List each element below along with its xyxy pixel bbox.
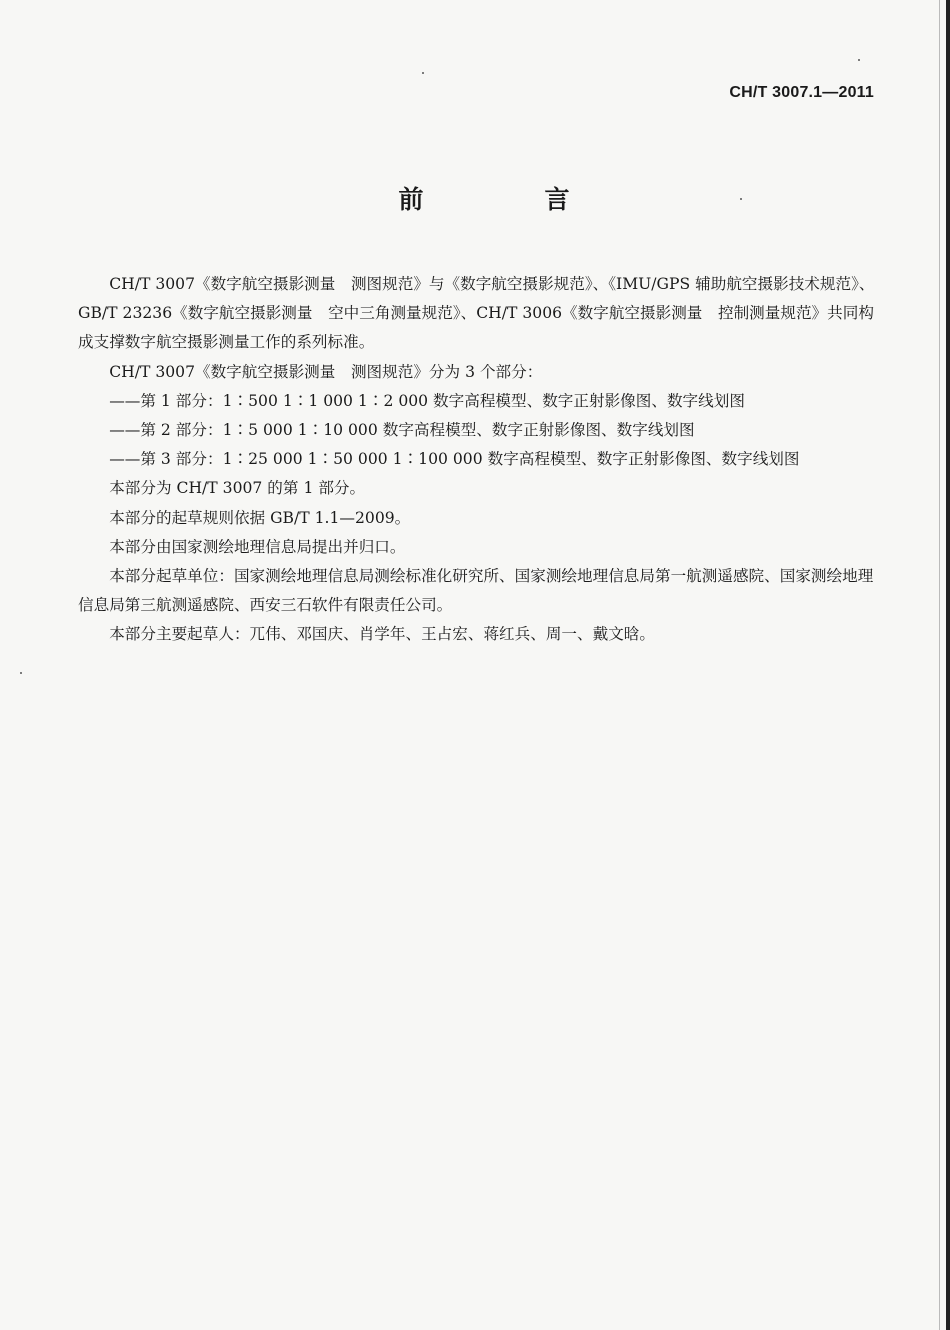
paragraph-part-2: ——第 2 部分：1∶5 000 1∶10 000 数字高程模型、数字正射影像图、数字线划图 (109, 421, 695, 440)
scan-edge (946, 0, 950, 1330)
paragraph-part-3: ——第 3 部分：1∶25 000 1∶50 000 1∶100 000 数字高程模型、数字正射影像图、数字线划图 (109, 450, 800, 469)
paragraph-drafting-rules: 本部分的起草规则依据 GB/T 1.1—2009。 (109, 508, 411, 527)
foreword-body (78, 270, 883, 650)
scan-speck (20, 672, 22, 674)
paragraph-part-1: ——第 1 部分：1∶500 1∶1 000 1∶2 000 数字高程模型、数字正射影像图、数字线划图 (109, 391, 745, 410)
scan-speck (858, 59, 860, 61)
paragraph-this-part: 本部分为 CH/T 3007 的第 1 部分。 (109, 479, 366, 498)
paragraph-parts-intro: CH/T 3007《数字航空摄影测量 测图规范》分为 3 个部分： (109, 362, 543, 381)
paragraph-drafting-units: 本部分起草单位：国家测绘地理信息局测绘标准化研究所、国家测绘地理信息局第一航测遥感院、国家测绘地理信息局第三航测遥感院、西安三石软件有限责任公司。 (78, 567, 874, 615)
scan-edge-line (939, 0, 940, 1330)
scan-speck (740, 198, 742, 200)
paragraph-series-standards: CH/T 3007《数字航空摄影测量 测图规范》与《数字航空摄影规范》、《IMU/GPS 辅助航空摄影技术规范》、GB/T 23236《数字航空摄影测量 空中三角测量规范》、CH/T 3006《数字航空摄影测量 控制测量规范》共同构成支撑数字航空摄影测量工作的系列标准。 (78, 275, 875, 352)
paragraph-drafters: 本部分主要起草人：兀伟、邓国庆、肖学年、王占宏、蒋红兵、周一、戴文晗。 (109, 625, 655, 644)
scan-speck (422, 72, 424, 74)
page-title: 前 言 (398, 185, 618, 214)
document-code: CH/T 3007.1—2011 (729, 84, 874, 101)
paragraph-proposed-by: 本部分由国家测绘地理信息局提出并归口。 (109, 537, 406, 556)
